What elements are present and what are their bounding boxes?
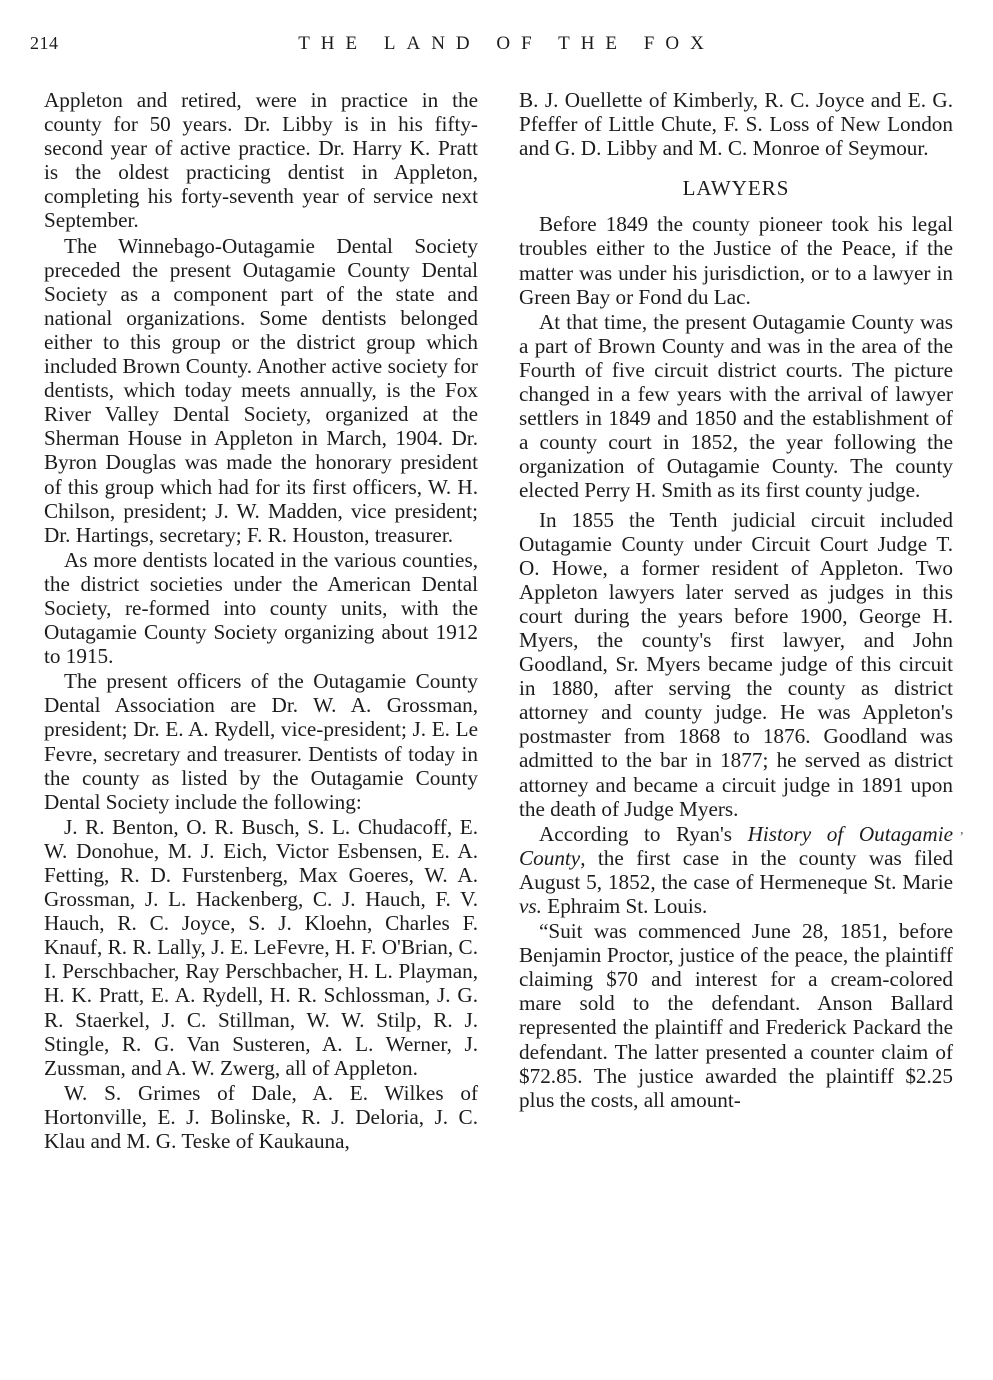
paragraph-dentists-continued: Appleton and retired, were in practice in the county for 50 years. Dr. Libby is in his fifty-second year of active practice. Dr. Harry K. Pratt is the oldest practicing dentist in Appleton, completing his forty-seventh year of service next September.: [44, 88, 478, 233]
paragraph-tenth-circuit: In 1855 the Tenth judicial circuit included Outagamie County under Circuit Court Judge T. O. Howe, a former resident of Appleton. Two Appleton lawyers later served as judges in this court during the years before 1900, George H. Myers, the county's first lawyer, and John Goodland, Sr. Myers became judge of this circuit in 1880, after serving the county as district attorney and county judge. He was Appleton's postmaster from 1868 to 1876. Goodland was admitted to the bar in 1877; he served as district attorney and became a circuit judge in 1891 upon the death of Judge Myers.: [519, 507, 953, 821]
paragraph-before-1849: Before 1849 the county pioneer took his legal troubles either to the Justice of the Peace, if the matter was under his jurisdiction, or to a lawyer in Green Bay or Fond du Lac.: [519, 212, 953, 309]
left-column: [44, 88, 478, 1154]
paragraph-dental-society: The Winnebago-Outagamie Dental Society preceded the present Outagamie County Dental Society as a component part of the state and national organizations. Some dentists belonged either to this group or the district group which included Brown County. Another active society for dentists, which today meets annually, is the Fox River Valley Dental Society, organized at the Sherman House in Appleton in March, 1904. Dr. Byron Douglas was made the honorary president of this group which had for its first officers, W. H. Chilson, president; J. W. Madden, vice president; Dr. Hartings, secretary; F. R. Houston, treasurer.: [44, 233, 478, 547]
paragraph-dentists-list-end: B. J. Ouellette of Kimberly, R. C. Joyce and E. G. Pfeffer of Little Chute, F. S. Loss of New London and G. D. Libby and M. C. Monroe of Seymour.: [519, 88, 953, 161]
paragraph-appleton-dentists: J. R. Benton, O. R. Busch, S. L. Chudacoff, E. W. Donohue, M. J. Eich, Victor Esbensen, E. A. Fetting, R. D. Furstenberg, Max Goeres, W. A. Grossman, J. L. Hackenberg, C. J. Hauch, F. V. Hauch, R. C. Joyce, S. J. Kloehn, Charles F. Knauf, R. R. Lally, J. E. LeFevre, H. F. O'Brian, C. I. Perschbacher, Ray Perschbacher, H. L. Playman, H. K. Pratt, E. A. Rydell, H. R. Schlossman, J. G. R. Staerkel, J. C. Stillman, W. W. Stilp, R. J. Stingle, R. G. Van Susteren, A. L. Werner, J. Zussman, and A. W. Zwerg, all of Appleton.: [44, 814, 478, 1080]
right-column: [519, 88, 953, 1113]
paragraph-present-officers: The present officers of the Outagamie County Dental Association are Dr. W. A. Grossman, president; Dr. E. A. Rydell, vice-president; J. E. Le Fevre, secretary and treasurer. Dentists of today in the county as listed by the Outagamie County Dental Society include the following:: [44, 669, 478, 814]
versus-abbreviation: vs.: [519, 894, 542, 918]
paragraph-county-units: As more dentists located in the various counties, the district societies under the American Dental Society, re-formed into county units, with the Outagamie County Society organizing about 1912 to 1915.: [44, 547, 478, 669]
paragraph-other-dentists: W. S. Grimes of Dale, A. E. Wilkes of Hortonville, E. J. Bolinske, R. J. Deloria, J. C. Klau and M. G. Teske of Kaukauna,: [44, 1080, 478, 1154]
paragraph-suit-quote: “Suit was commenced June 28, 1851, before Benjamin Proctor, justice of the peace, the plaintiff claiming $70 and interest for a cream-colored mare sold to the defendant. Anson Ballard represented the plaintiff and Frederick Packard the defendant. The latter presented a counter claim of $72.85. The justice awarded the plaintiff $2.25 plus the costs, all amount-: [519, 919, 953, 1112]
page-number: 214: [30, 33, 59, 53]
first-case-end: Ephraim St. Louis.: [541, 894, 708, 918]
first-case-middle: , the first case in the county was filed August 5, 1852, the case of Hermeneque St. Marie: [519, 845, 953, 894]
book-title: History of Outagamie County: [519, 821, 953, 870]
paragraph-first-case: [519, 822, 953, 918]
margin-mark: ’: [959, 830, 964, 845]
section-heading-lawyers: LAWYERS: [682, 176, 790, 201]
paragraph-brown-county: At that time, the present Outagamie County was a part of Brown County and was in the area of the Fourth of five circuit district courts. The picture changed in a few years with the arrival of lawyer settlers in 1849 and 1850 and the establishment of a county court in 1852, the year following the organization of Outagamie County. The county elected Perry H. Smith as its first county judge.: [519, 309, 953, 503]
running-title: THE LAND OF THE FOX: [298, 33, 715, 54]
first-case-intro: According to Ryan's: [539, 821, 748, 846]
